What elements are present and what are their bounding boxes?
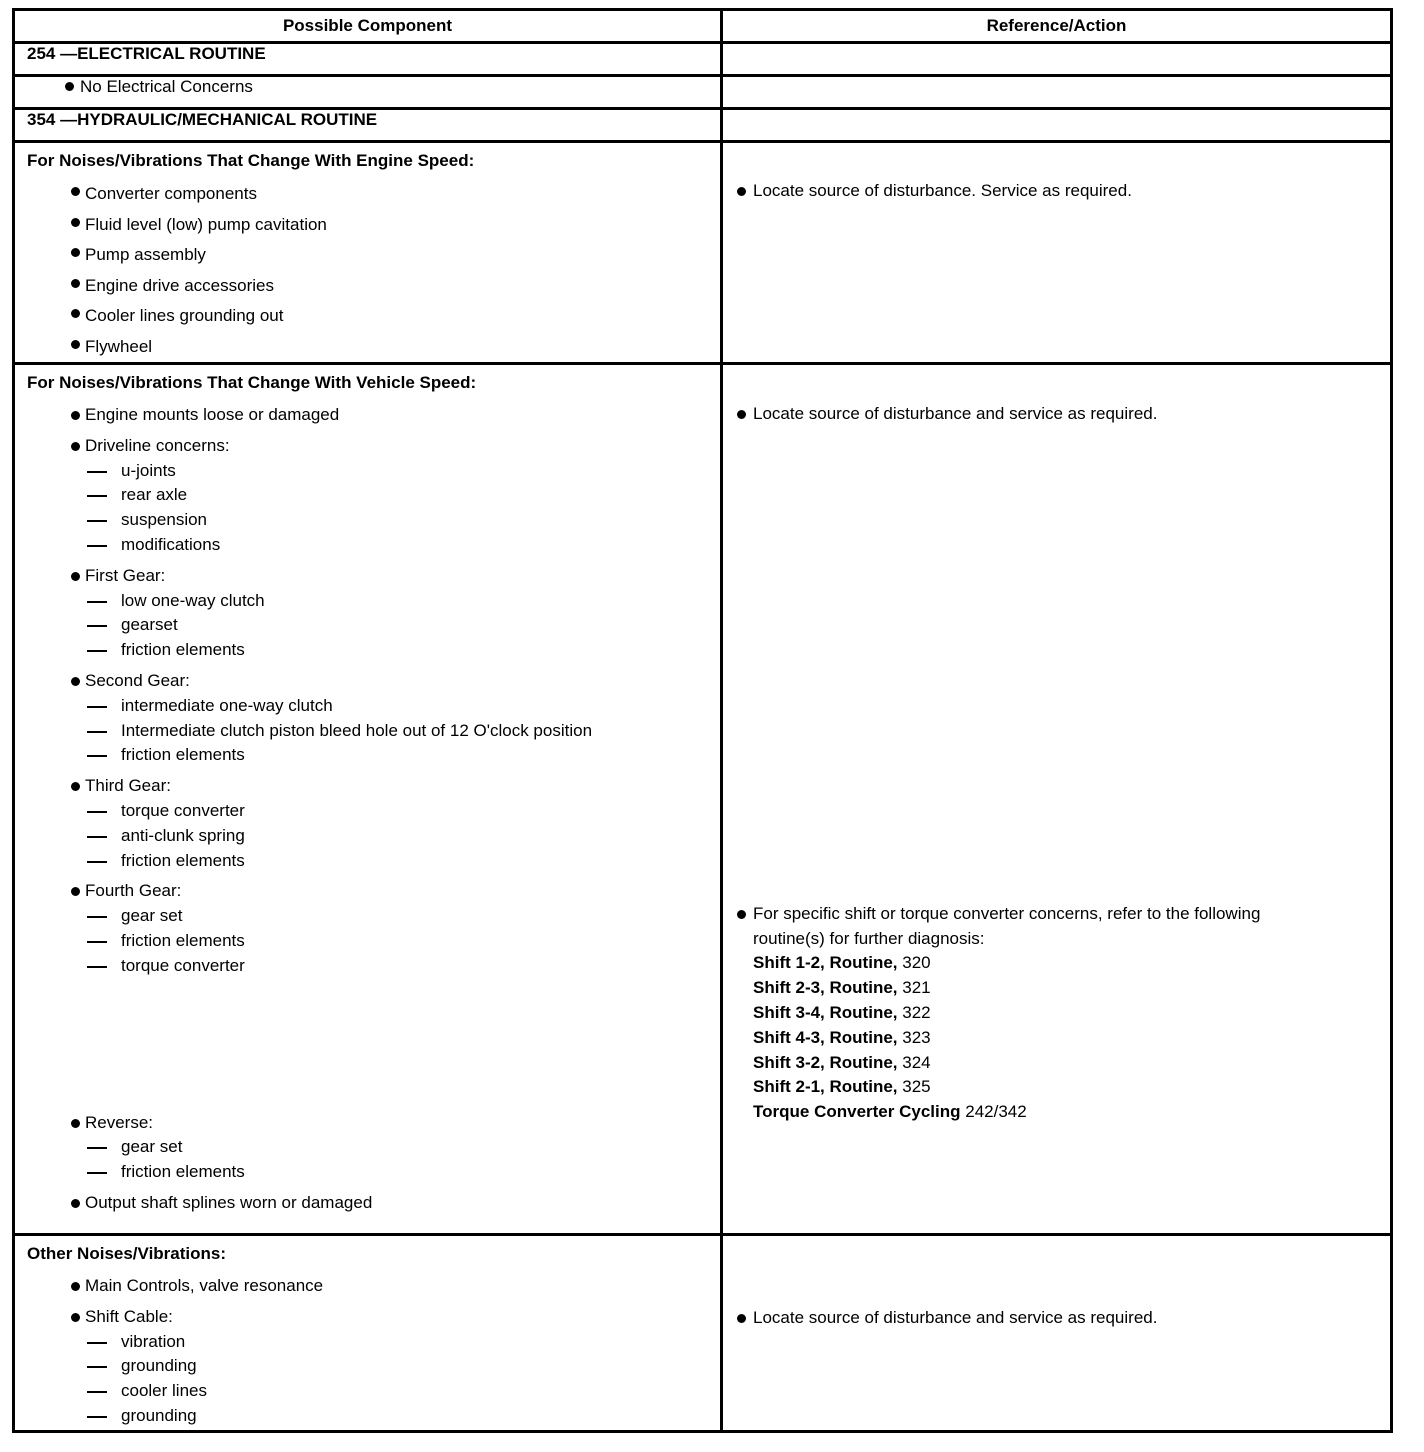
list-item: modifications bbox=[15, 533, 720, 558]
routine-ref: Shift 4-3, Routine, 323 bbox=[753, 1027, 931, 1047]
list-item: friction elements bbox=[15, 849, 720, 874]
list-item: u-joints bbox=[15, 459, 720, 484]
routine-ref: Shift 3-4, Routine, 322 bbox=[753, 1002, 931, 1022]
list-item: Cooler lines grounding out bbox=[15, 301, 720, 332]
list-item: gearset bbox=[15, 613, 720, 638]
list-item: friction elements bbox=[15, 1160, 720, 1185]
list-item: friction elements bbox=[15, 743, 720, 768]
other-action-cell bbox=[722, 1235, 1392, 1432]
routine-ref: Torque Converter Cycling 242/342 bbox=[753, 1102, 1027, 1122]
other-heading: Other Noises/Vibrations: bbox=[27, 1244, 227, 1263]
vehicle-speed-action-1: Locate source of disturbance and service as required. bbox=[723, 402, 1390, 427]
no-electrical-item bbox=[14, 76, 722, 109]
list-item: Intermediate clutch piston bleed hole out of 12 O'clock position bbox=[15, 719, 661, 744]
list-item: friction elements bbox=[15, 638, 720, 663]
list-item: grounding bbox=[15, 1354, 720, 1379]
engine-speed-heading: For Noises/Vibrations That Change With Engine Speed: bbox=[27, 151, 475, 170]
engine-mounts-item: Engine mounts loose or damaged bbox=[15, 403, 720, 428]
hydraulic-routine-action bbox=[722, 109, 1392, 142]
first-gear-item: First Gear: bbox=[15, 564, 720, 589]
list-item: Converter components bbox=[15, 179, 720, 210]
list-item: low one-way clutch bbox=[15, 589, 720, 614]
header-row bbox=[14, 10, 1392, 43]
list-item: suspension bbox=[15, 508, 720, 533]
routine-ref: Shift 1-2, Routine, 320 bbox=[753, 953, 931, 973]
list-item: Pump assembly bbox=[15, 240, 720, 271]
list-item: gear set bbox=[15, 904, 720, 929]
fourth-gear-item: Fourth Gear: bbox=[15, 879, 720, 904]
vehicle-speed-row bbox=[14, 364, 1392, 1235]
routine-ref: Shift 2-3, Routine, 321 bbox=[753, 978, 931, 998]
other-row bbox=[14, 1235, 1392, 1432]
vehicle-speed-heading: For Noises/Vibrations That Change With Vehicle Speed: bbox=[27, 373, 477, 392]
hydraulic-routine-row bbox=[14, 109, 1392, 142]
engine-speed-action: Locate source of disturbance. Service as required. bbox=[723, 179, 1390, 204]
list-item: rear axle bbox=[15, 483, 720, 508]
routine-list bbox=[723, 951, 1390, 1125]
hydraulic-routine-title: 354 —HYDRAULIC/MECHANICAL ROUTINE bbox=[14, 109, 722, 142]
engine-speed-action-cell bbox=[722, 142, 1392, 364]
electrical-routine-title: 254 —ELECTRICAL ROUTINE bbox=[14, 43, 722, 76]
main-controls-item: Main Controls, valve resonance bbox=[15, 1274, 720, 1299]
vehicle-speed-action-cell bbox=[722, 364, 1392, 1235]
third-gear-item: Third Gear: bbox=[15, 774, 720, 799]
vehicle-speed-components bbox=[14, 364, 722, 1235]
other-components bbox=[14, 1235, 722, 1432]
no-electrical-row bbox=[14, 76, 1392, 109]
list-item: torque converter bbox=[15, 954, 720, 979]
driveline-item: Driveline concerns: bbox=[15, 434, 720, 459]
engine-speed-components bbox=[14, 142, 722, 364]
other-action: Locate source of disturbance and service as required. bbox=[723, 1306, 1390, 1331]
routine-ref: Shift 3-2, Routine, 324 bbox=[753, 1052, 931, 1072]
list-item: Flywheel bbox=[15, 332, 720, 363]
no-electrical-text: No Electrical Concerns bbox=[80, 77, 253, 96]
electrical-routine-row bbox=[14, 43, 1392, 76]
no-electrical-action bbox=[722, 76, 1392, 109]
bullet-icon bbox=[65, 82, 74, 91]
reverse-item: Reverse: bbox=[15, 1111, 720, 1136]
list-item: cooler lines bbox=[15, 1379, 720, 1404]
diagnosis-table bbox=[12, 8, 1393, 1433]
list-item: Fluid level (low) pump cavitation bbox=[15, 210, 720, 241]
list-item: grounding bbox=[15, 1404, 720, 1429]
list-item: gear set bbox=[15, 1135, 720, 1160]
electrical-routine-action bbox=[722, 43, 1392, 76]
shift-cable-item: Shift Cable: bbox=[15, 1305, 720, 1330]
list-item: friction elements bbox=[15, 929, 720, 954]
engine-speed-row bbox=[14, 142, 1392, 364]
routine-ref: Shift 2-1, Routine, 325 bbox=[753, 1077, 931, 1097]
list-item: vibration bbox=[15, 1330, 720, 1355]
second-gear-item: Second Gear: bbox=[15, 669, 720, 694]
header-reference-action: Reference/Action bbox=[722, 10, 1392, 43]
output-shaft-item: Output shaft splines worn or damaged bbox=[15, 1191, 720, 1216]
list-item: intermediate one-way clutch bbox=[15, 694, 720, 719]
vehicle-speed-action-2: For specific shift or torque converter concerns, refer to the following routine(s) for further diagnosis: bbox=[723, 902, 1333, 952]
header-possible-component: Possible Component bbox=[14, 10, 722, 43]
list-item: anti-clunk spring bbox=[15, 824, 720, 849]
list-item: torque converter bbox=[15, 799, 720, 824]
list-item: Engine drive accessories bbox=[15, 271, 720, 302]
